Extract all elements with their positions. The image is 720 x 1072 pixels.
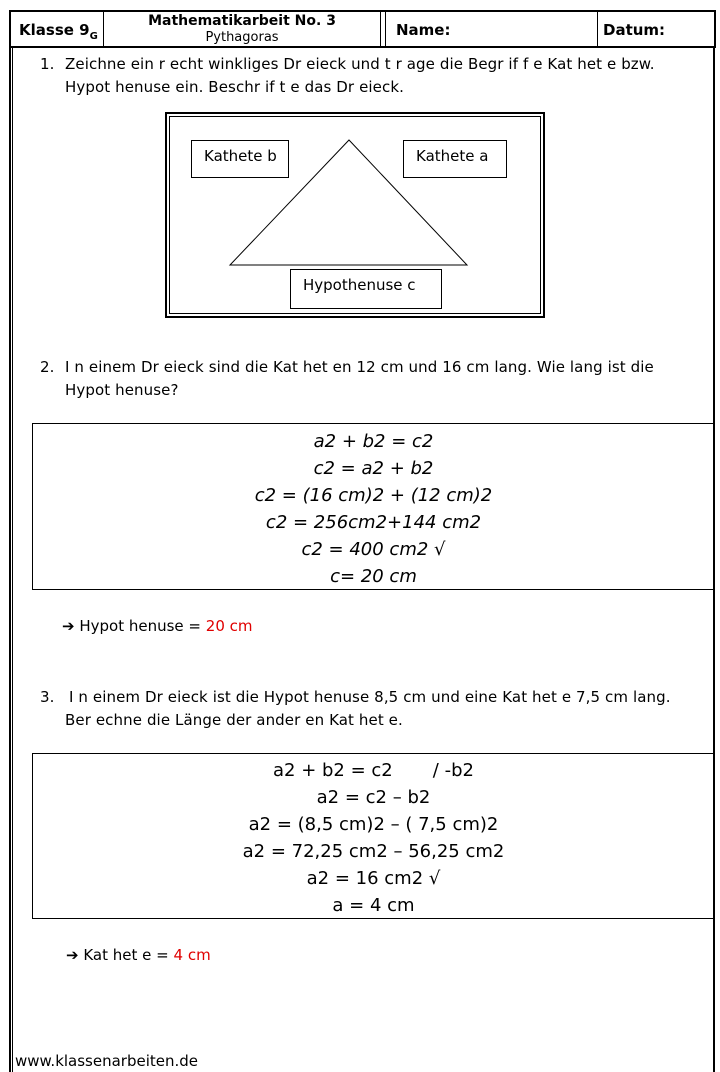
q3-calc-line: a2 = (8,5 cm)2 – ( 7,5 cm)2: [248, 814, 499, 835]
q3-calc-line: a2 + b2 = c2 / -b2: [273, 760, 474, 781]
q1-line2: Hypot henuse ein. Beschr if t e das Dr eieck.: [65, 78, 404, 96]
q3-calc-line: a2 = c2 – b2: [316, 787, 431, 808]
q3-answer: [66, 946, 211, 964]
class-label: Klasse 9: [19, 21, 90, 39]
footer-website[interactable]: www.klassenarbeiten.de: [15, 1052, 199, 1070]
arrow-icon: ➔: [66, 946, 79, 964]
q2-number: 2.: [40, 358, 55, 376]
q3-line2: Ber echne die Länge der ander en Kat het e.: [65, 711, 403, 729]
q2-answer-label: Hypot henuse =: [79, 617, 201, 635]
q2-line2: Hypot henuse?: [65, 381, 179, 399]
q2-calc-line: c2 = (16 cm)2 + (12 cm)2: [254, 485, 493, 506]
label-kathete-a: Kathete a: [403, 140, 507, 178]
q3-calc-line: a2 = 72,25 cm2 – 56,25 cm2: [242, 841, 505, 862]
q3-line1: I n einem Dr eieck ist die Hypot henuse 8,5 cm und eine Kat het e 7,5 cm lang.: [69, 688, 671, 706]
exam-subtitle: Pythagoras: [205, 30, 279, 45]
title-cell: [104, 13, 380, 47]
q3-calc-line: a2 = 16 cm2 √: [306, 868, 441, 889]
q3-number: 3.: [40, 688, 55, 706]
q2-calculation-box: [32, 423, 715, 590]
label-hypothenuse-c: Hypothenuse c: [290, 269, 442, 309]
triangle-figure-outer: [165, 112, 545, 318]
arrow-icon: ➔: [62, 617, 75, 635]
q1-number: 1.: [40, 55, 55, 73]
q2-calc-line: c2 = 256cm2+144 cm2: [265, 512, 482, 533]
q3-calculation-box: [32, 753, 715, 919]
date-label: Datum:: [603, 21, 666, 39]
q2-answer: [62, 617, 253, 635]
q3-calc-line: a = 4 cm: [332, 895, 415, 916]
header-table: [9, 10, 716, 48]
class-sub: G: [89, 31, 98, 42]
q2-line1: I n einem Dr eieck sind die Kat het en 12 cm und 16 cm lang. Wie lang ist die: [65, 358, 654, 376]
q2-answer-value: 20 cm: [205, 617, 253, 635]
name-label: Name:: [396, 21, 451, 39]
class-cell: [19, 21, 98, 55]
q1-line1: Zeichne ein r echt winkliges Dr eieck und t r age die Begr if f e Kat het e bzw.: [65, 55, 655, 73]
q2-calc-line: c= 20 cm: [330, 566, 417, 587]
exam-title: Mathematikarbeit No. 3: [148, 13, 336, 29]
page-border-left: [9, 48, 11, 1072]
q3-answer-label: Kat het e =: [83, 946, 169, 964]
q2-calc-line: a2 + b2 = c2: [313, 431, 434, 452]
label-kathete-b: Kathete b: [191, 140, 289, 178]
q2-calc-line: c2 = a2 + b2: [313, 458, 434, 479]
q2-calc-line: c2 = 400 cm2 √: [301, 539, 446, 560]
q3-answer-value: 4 cm: [173, 946, 211, 964]
page-border-left-inner: [12, 48, 13, 1072]
